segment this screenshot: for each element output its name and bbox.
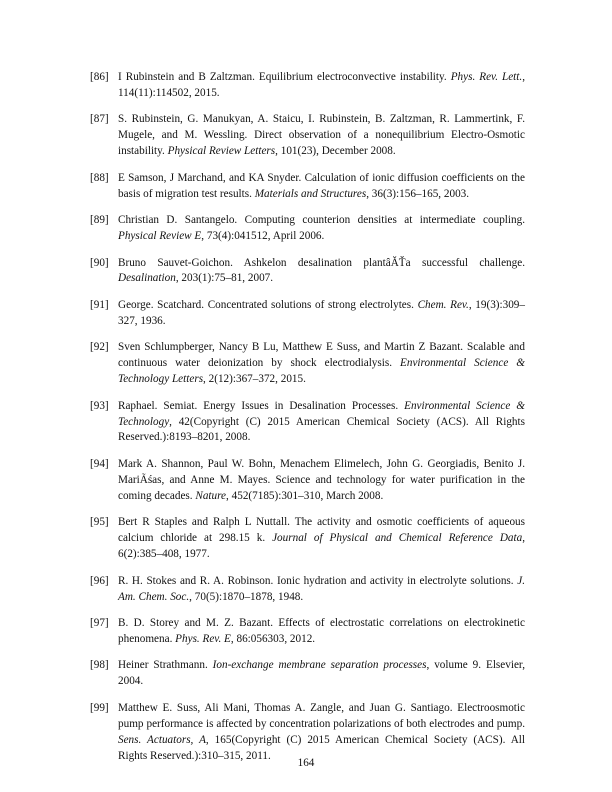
- reference-entry: [90, 340, 525, 388]
- reference-venue: Nature: [195, 489, 227, 502]
- reference-segment: Bruno Sauvet-Goichon. Ashkelon desalination plantâĂŤa successful challenge.: [118, 256, 525, 269]
- reference-entry: [90, 457, 525, 505]
- reference-venue: Physical Review E: [118, 230, 202, 243]
- reference-segment: Mark A. Shannon, Paul W. Bohn, Menachem Elimelech, John G. Georgiadis, Benito J. MariÃśas, and Anne M. Mayes. Science and technology for water purification in the coming decades.: [118, 457, 525, 502]
- reference-segment: R. H. Stokes and R. A. Robinson. Ionic hydration and activity in electrolyte solutions.: [118, 574, 518, 587]
- reference-segment: , 165(Copyright (C) 2015 American Chemical Society (ACS). All Rights Reserved.):310–315, 2011.: [118, 733, 525, 762]
- reference-segment: S. Rubinstein, G. Manukyan, A. Staicu, I. Rubinstein, B. Zaltzman, R. Lammertink, F. Mugele, and M. Wessling. Direct observation of a nonequilibrium Electro-Osmotic instability.: [118, 113, 525, 158]
- reference-entry: [90, 112, 525, 160]
- reference-entry: [90, 256, 525, 288]
- reference-text: [118, 574, 525, 606]
- reference-number: [97]: [90, 617, 109, 629]
- reference-venue: Physical Review Letters: [167, 145, 276, 158]
- reference-segment: , 6(2):385–408, 1977.: [118, 532, 525, 561]
- reference-number: [93]: [90, 399, 109, 412]
- reference-number: [98]: [90, 659, 109, 672]
- reference-segment: , 86:056303, 2012.: [230, 632, 316, 645]
- reference-segment: George. Scatchard. Concentrated solutions of strong electrolytes.: [118, 298, 418, 311]
- reference-segment: , 114(11):114502, 2015.: [118, 71, 525, 99]
- reference-segment: , 73(4):041512, April 2006.: [201, 230, 325, 243]
- reference-segment: Sven Schlumpberger, Nancy B Lu, Matthew E Suss, and Martin Z Bazant. Scalable and continuous water deionization by shock electrodialysis.: [118, 341, 525, 370]
- reference-segment: B. D. Storey and M. Z. Bazant. Effects of electrostatic correlations on electrokinetic phenomena.: [118, 617, 525, 645]
- reference-segment: , 42(Copyright (C) 2015 American Chemical Society (ACS). All Rights Reserved.):8193–8201, 2008.: [118, 415, 525, 444]
- reference-entry: [90, 213, 525, 245]
- reference-venue: Materials and Structures: [254, 187, 367, 200]
- reference-segment: , 101(23), December 2008.: [275, 145, 396, 158]
- reference-segment: Christian D. Santangelo. Computing counterion densities at intermediate coupling.: [118, 214, 525, 227]
- reference-text: [118, 658, 525, 690]
- reference-venue: Sens. Actuators, A: [118, 733, 206, 746]
- reference-number: [89]: [90, 214, 109, 227]
- reference-segment: , 452(7185):301–310, March 2008.: [226, 489, 384, 502]
- reference-number: [91]: [90, 298, 109, 311]
- reference-segment: , 70(5):1870–1878, 1948.: [189, 590, 304, 603]
- reference-text: [118, 171, 525, 203]
- reference-entry: [90, 574, 525, 606]
- reference-segment: , volume 9. Elsevier, 2004.: [118, 659, 525, 688]
- reference-venue: Ion-exchange membrane separation processes: [212, 659, 427, 672]
- reference-number: [94]: [90, 457, 109, 470]
- reference-text: [118, 701, 525, 765]
- reference-text: [118, 399, 525, 447]
- reference-number: [95]: [90, 516, 109, 529]
- reference-entry: [90, 399, 525, 447]
- reference-venue: Phys. Rev. Lett.: [450, 71, 523, 83]
- reference-entry: [90, 616, 525, 648]
- reference-number: [92]: [90, 341, 109, 354]
- reference-venue: J. Am. Chem. Soc.: [118, 574, 525, 603]
- reference-number: [90]: [90, 256, 109, 269]
- reference-text: [118, 112, 525, 160]
- reference-segment: Raphael. Semiat. Energy Issues in Desalination Processes.: [118, 399, 405, 412]
- reference-segment: Matthew E. Suss, Ali Mani, Thomas A. Zangle, and Juan G. Santiago. Electroosmotic pump performance is affected by concentration polarizations of both electrodes and pump.: [118, 701, 525, 730]
- reference-number: [86]: [90, 71, 109, 83]
- reference-text: [118, 213, 525, 245]
- reference-number: [87]: [90, 113, 109, 126]
- page-number: 164: [297, 757, 315, 769]
- reference-list: [90, 70, 525, 775]
- reference-venue: Phys. Rev. E: [175, 632, 231, 645]
- reference-number: [88]: [90, 171, 109, 184]
- reference-venue: Chem. Rev.: [417, 298, 469, 311]
- reference-segment: , 2(12):367–372, 2015.: [203, 373, 306, 386]
- reference-text: [118, 515, 525, 563]
- reference-number: [96]: [90, 574, 109, 587]
- reference-text: [118, 457, 525, 505]
- reference-entry: [90, 658, 525, 690]
- reference-segment: , 36(3):156–165, 2003.: [366, 187, 470, 200]
- reference-entry: [90, 515, 525, 563]
- reference-text: [118, 70, 525, 102]
- reference-segment: , 203(1):75–81, 2007.: [175, 272, 274, 285]
- reference-text: [118, 298, 525, 330]
- reference-entry: [90, 171, 525, 203]
- reference-entry: [90, 298, 525, 330]
- reference-text: [118, 340, 525, 388]
- reference-venue: Journal of Physical and Chemical Reference Data: [272, 532, 523, 545]
- reference-entry: [90, 701, 525, 765]
- reference-segment: , 19(3):309–327, 1936.: [118, 298, 525, 327]
- reference-segment: Bert R Staples and Ralph L Nuttall. The activity and osmotic coefficients of aqueous calcium chloride at 298.15 k.: [118, 516, 525, 545]
- reference-text: [118, 616, 525, 648]
- reference-entry: [90, 70, 525, 102]
- reference-venue: Desalination: [118, 272, 176, 285]
- reference-segment: E Samson, J Marchand, and KA Snyder. Calculation of ionic diffusion coefficients on the basis of migration test results.: [118, 171, 525, 200]
- reference-text: [118, 256, 525, 288]
- reference-venue: Environmental Science & Technology: [118, 399, 526, 428]
- reference-venue: Environmental Science & Technology Letters: [118, 357, 525, 386]
- reference-segment: I Rubinstein and B Zaltzman. Equilibrium electroconvective instability.: [118, 71, 451, 83]
- reference-number: [99]: [90, 701, 109, 714]
- reference-segment: Heiner Strathmann.: [118, 659, 213, 672]
